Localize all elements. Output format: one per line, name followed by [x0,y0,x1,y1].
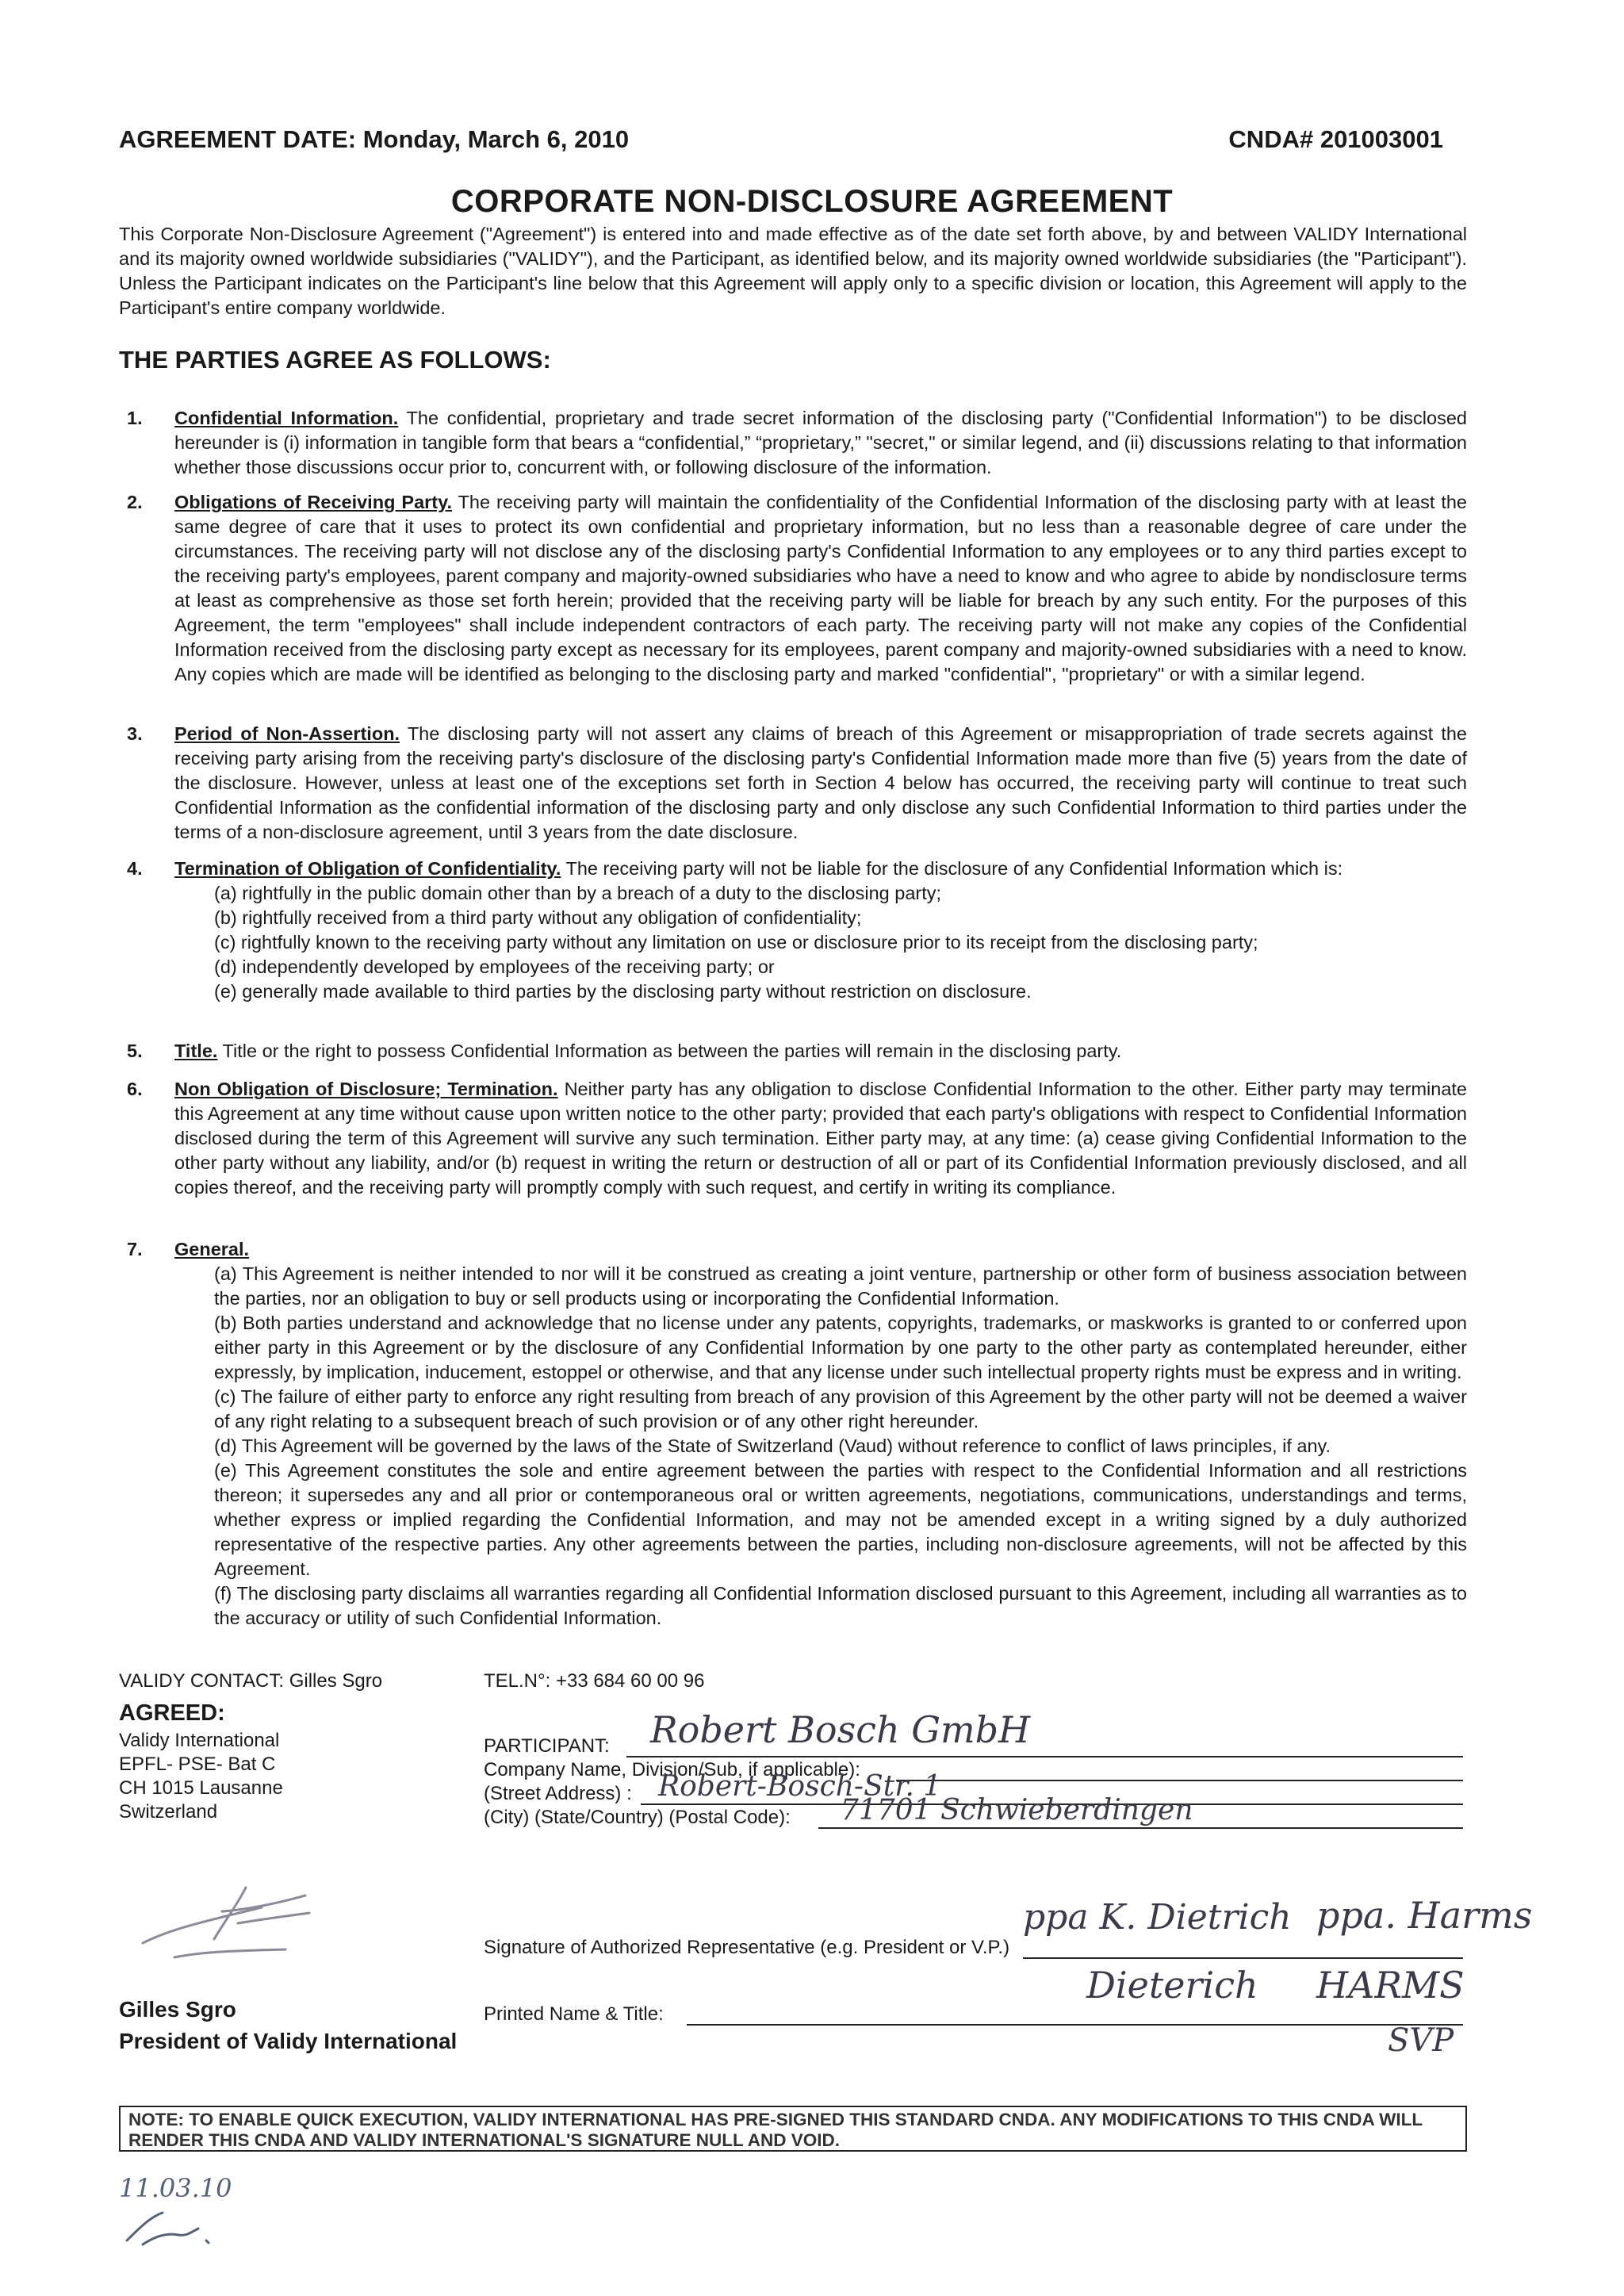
section-4 [127,857,1467,1004]
validy-signer-title: President of Validy International [119,2029,458,2053]
printed-name-handwritten[interactable]: Dieterich [1086,1964,1258,2007]
section-1 [127,406,1467,480]
printed-name-handwritten-2[interactable]: HARMS [1316,1964,1465,2007]
list-item: (b) Both parties understand and acknowledge that no license under any patents, copyrights, trademarks, or maskworks is granted to or conferred upon either party in this Agreement or by the disclosure of any Confidential Information by one party to the other party as contemplated hereunder, either expressly, by implication, inducement, estoppel or otherwise, and that any license under such intellectual property rights must be express and in writing. [214,1313,1467,1382]
list-item: (a) rightfully in the public domain other than by a breach of a duty to the disclosing party; [214,883,942,903]
initials-mark [119,2205,222,2252]
list-item: (d) This Agreement will be governed by the laws of the State of Switzerland (Vaud) without reference to conflict of laws principles, if any. [214,1435,1331,1456]
section-heading: Period of Non-Assertion. [174,723,400,744]
signature-line [1023,1957,1463,1959]
address-line: Switzerland [119,1801,218,1823]
list-item: (e) generally made available to third parties by the disclosing party without restriction on disclosure. [214,981,1032,1002]
printed-name-line [687,2024,1463,2026]
list-item: (c) The failure of either party to enforce any right resulting from breach of any provision of this Agreement by the other party will not be deemed a waiver of any right relating to a subsequent breach of such provision or of any other right hereunder. [214,1386,1467,1432]
section-heading: General. [174,1239,250,1259]
participant-line [626,1756,1463,1757]
section-7 [127,1237,1467,1631]
section-number: 2. [127,492,143,512]
list-item: (e) This Agreement constitutes the sole and entire agreement between the parties with respect to the Confidential Information and all restrictions thereon; it supersedes any and all prior or contemporaneous oral or written agreements, negotiations, communications, understandings and terms, whether express or implied regarding the Confidential Information, and may not be amended except in a writing signed by a duly authorized representative of the respective parties. Any other agreements between the parties, including non-disclosure agreements, will not be affected by this Agreement. [214,1460,1467,1579]
participant-signature-1[interactable]: ppa K. Dietrich [1023,1897,1292,1938]
section-6 [127,1077,1467,1200]
list-item: (f) The disclosing party disclaims all warranties regarding all Confidential Information disclosed pursuant to this Agreement, including all warranties as to the accuracy or utility of such Confidential Information. [214,1583,1467,1628]
parties-heading: THE PARTIES AGREE AS FOLLOWS: [119,346,551,374]
street-handwritten[interactable]: Robert-Bosch-Str. 1 [658,1770,942,1803]
printed-name-label: Printed Name & Title: [484,2003,664,2025]
validy-contact: VALIDY CONTACT: Gilles Sgro [119,1670,383,1692]
section-text: The receiving party will maintain the confidentiality of the Confidential Information of the disclosing party with at least the same degree of care that it uses to protect its own confidential and proprietary information, but no less than a reasonable degree of care under the circumstances. The receiving party will not disclose any of the disclosing party's Confidential Information to any employees or to any third parties except to the receiving party's employees, parent company and majority-owned subsidiaries who have a need to know and who agree to abide by nondisclosure terms at least as comprehensive as those set forth herein; provided that the receiving party will be liable for breach by any such entity. For the purposes of this Agreement, the term "employees" shall include independent contractors of each party. The receiving party will not make any copies of the Confidential Information received from the disclosing party except as necessary for its employees, parent company and majority-owned subsidiaries with a need to know. Any copies which are made will be identified as belonging to the disclosing party and marked "confidential", "proprietary" or with a similar legend. [174,492,1468,684]
validy-signature [127,1864,333,1967]
validy-address [119,1729,283,1824]
section-heading: Obligations of Receiving Party. [174,492,452,512]
section-text: The confidential, proprietary and trade secret information of the disclosing party ("Confidential Information") to be disclosed hereunder is (i) information in tangible form that bears a “confidential,” “proprietary,” "secret," or similar legend, and (ii) discussions relating to that information whether those discussions occur prior to, concurrent with, or following disclosure of the information. [174,408,1467,477]
document-title: CORPORATE NON-DISCLOSURE AGREEMENT [450,184,1174,219]
section-heading: Termination of Obligation of Confidentiality. [174,858,561,879]
section-text: The disclosing party will not assert any claims of breach of this Agreement or misappropriation of trade secrets against the receiving party arising from the receiving party's disclosure of the disclosing party's Confidential Information made more than five (5) years from the date of the disclosure. However, unless at least one of the exceptions set forth in Section 4 below has occurred, the receiving party will continue to treat such Confidential Information as the confidential information of the disclosing party and only disclose any such Confidential Information to third parties under the terms of a non-disclosure agreement, until 3 years from the date disclosure. [174,723,1467,842]
section-text: Title or the right to possess Confidential Information as between the parties will remain in the disclosing party. [217,1041,1122,1061]
section-number: 5. [127,1041,143,1061]
list-item: (a) This Agreement is neither intended to nor will it be construed as creating a joint venture, partnership or other form of business association between the parties, nor an obligation to buy or sell products using or incorporating the Confidential Information. [214,1263,1467,1309]
city-handwritten[interactable]: 71701 Schwieberdingen [841,1794,1193,1826]
agreement-date: AGREEMENT DATE: Monday, March 6, 2010 [119,125,630,153]
participant-signature-2[interactable]: ppa. Harms [1316,1894,1533,1937]
street-label: (Street Address) : [484,1783,632,1804]
address-line: Validy International [119,1730,280,1751]
company-label: Company Name, Division/Sub, if applicable): [484,1759,860,1780]
agreed-heading: AGREED: [119,1700,225,1726]
participant-label: PARTICIPANT: [484,1735,610,1757]
section-number: 3. [127,723,143,744]
handwritten-date: 11.03.10 [119,2173,232,2203]
auth-signature-label: Signature of Authorized Representative (e.g. President or V.P.) [484,1937,1010,1958]
section-number: 1. [127,408,143,428]
city-line [818,1827,1463,1829]
intro-paragraph: This Corporate Non-Disclosure Agreement ("Agreement") is entered into and made effective as of the date set forth above, by and between VALIDY International and its majority owned worldwide subsidiaries ("VALIDY"), and the Participant, as identified below, and its majority owned worldwide subsidiaries (the "Participant"). Unless the Participant indicates on the Participant's line below that this Agreement will apply only to a specific division or location, this Agreement will apply to the Participant's entire company worldwide. [119,224,1467,318]
section-text: Neither party has any obligation to disclose Confidential Information to the other. Either party may terminate this Agreement at any time without cause upon written notice to the other party; provided that each party's obligations with respect to Confidential Information disclosed during the term of this Agreement will survive any such termination. Either party may, at any time: (a) cease giving Confidential Information to the other party without any liability, and/or (b) request in writing the return or destruction of all or part of its Confidential Information previously disclosed, and all copies thereof, and the receiving party will promptly comply with such request, and certify in writing its compliance. [174,1079,1467,1198]
section-5 [127,1039,1467,1064]
city-label: (City) (State/Country) (Postal Code): [484,1807,791,1828]
section-number: 6. [127,1079,143,1099]
printed-title-handwritten[interactable]: SVP [1388,2022,1454,2059]
section-text: The receiving party will not be liable for the disclosure of any Confidential Information which is: [561,858,1343,879]
contact-phone: TEL.N°: +33 684 60 00 96 [484,1670,705,1692]
section-number: 4. [127,858,143,879]
section-heading: Non Obligation of Disclosure; Termination. [174,1079,558,1099]
section-3 [127,722,1467,845]
list-item: (b) rightfully received from a third party without any obligation of confidentiality; [214,907,862,928]
company-line [896,1780,1463,1781]
validy-signer-name: Gilles Sgro [119,1997,236,2022]
list-item: (c) rightfully known to the receiving party without any limitation on use or disclosure prior to its receipt from the disclosing party; [214,932,1258,953]
list-item: (d) independently developed by employees of the receiving party; or [214,956,775,977]
note-box: NOTE: TO ENABLE QUICK EXECUTION, VALIDY INTERNATIONAL HAS PRE-SIGNED THIS STANDARD CNDA. ANY MODIFICATIONS TO THIS CNDA WILL RENDER THIS CNDA AND VALIDY INTERNATIONAL'S SIGNATURE NULL AND VOID. [119,2106,1467,2152]
address-line: EPFL- PSE- Bat C [119,1754,276,1775]
section-number: 7. [127,1239,143,1259]
cnda-number: CNDA# 201003001 [1228,125,1443,153]
participant-handwritten[interactable]: Robert Bosch GmbH [650,1708,1031,1751]
section-heading: Title. [174,1041,218,1061]
address-line: CH 1015 Lausanne [119,1777,283,1799]
section-2 [127,490,1467,687]
section-heading: Confidential Information. [174,408,399,428]
